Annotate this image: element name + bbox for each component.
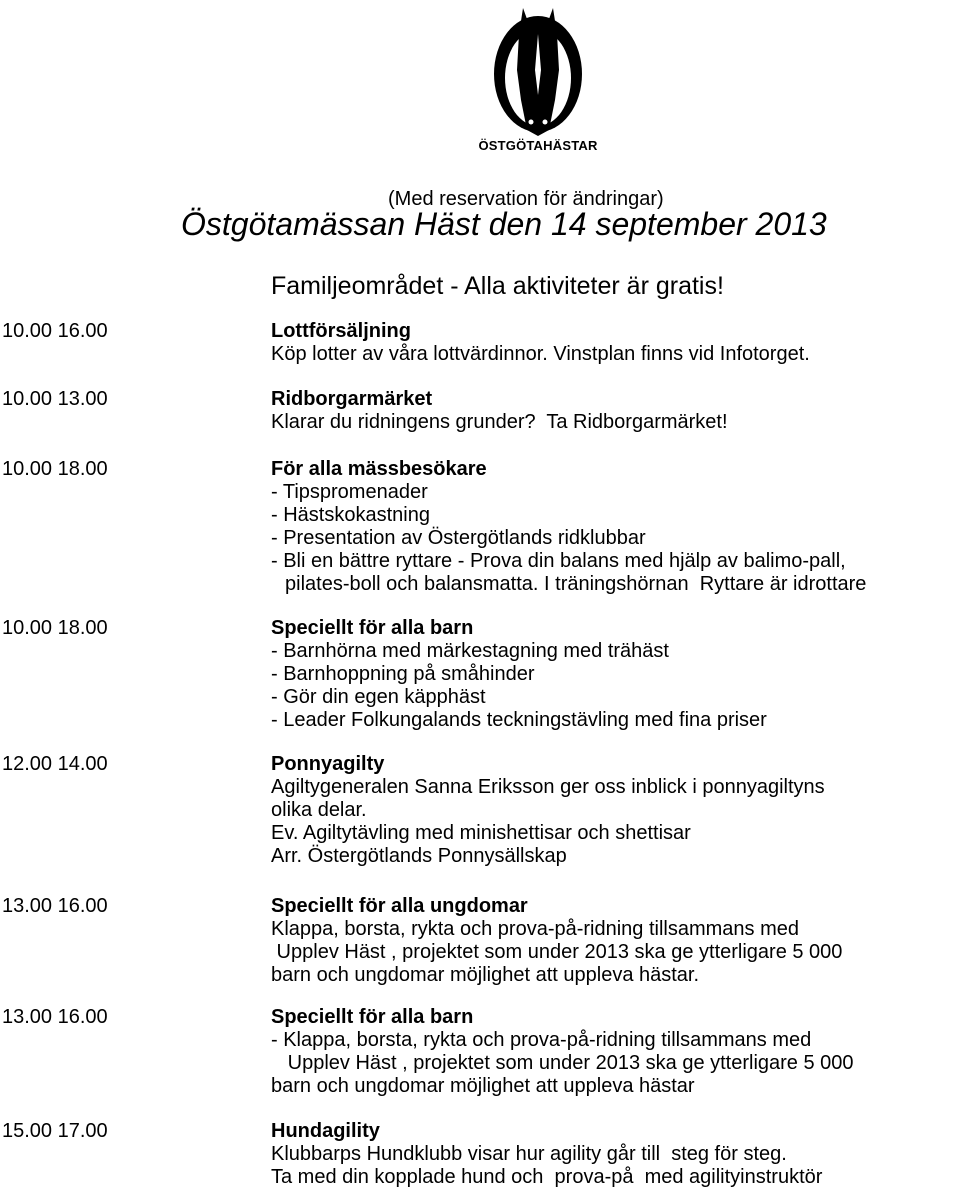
entry-time: 10.00 16.00 (2, 320, 108, 342)
schedule-entry (0, 458, 960, 596)
section-heading: Familjeområdet - Alla aktiviteter är gratis! (271, 272, 724, 300)
reservation-note: (Med reservation för ändringar) (388, 188, 664, 210)
entry-description-line: Ev. Agiltytävling med minishettisar och shettisar (271, 822, 691, 844)
schedule-entry (0, 1006, 960, 1098)
entry-title: Speciellt för alla barn (271, 617, 474, 639)
entry-description-line: olika delar. (271, 799, 367, 821)
entry-content (271, 753, 960, 868)
entry-description-line: Klarar du ridningens grunder? Ta Ridborgarmärket! (271, 411, 728, 433)
entry-description-line: Arr. Östergötlands Ponnysällskap (271, 845, 567, 867)
logo (475, 0, 601, 158)
entry-description-line: Ta med din kopplade hund och prova-på med agilityinstruktör (271, 1166, 823, 1188)
entry-content (271, 1120, 960, 1189)
entry-content (271, 617, 960, 732)
schedule-entry (0, 320, 960, 366)
entry-title: Ponnyagilty (271, 753, 385, 775)
entry-description-line: barn och ungdomar möjlighet att uppleva hästar (271, 1075, 695, 1097)
entry-description-line: Klubbarps Hundklubb visar hur agility går till steg för steg. (271, 1143, 787, 1165)
horse-head-icon (475, 0, 601, 138)
entry-time: 15.00 17.00 (2, 1120, 108, 1142)
entry-title: Hundagility (271, 1120, 380, 1142)
entry-description-line: Upplev Häst , projektet som under 2013 ska ge ytterligare 5 000 (271, 1052, 854, 1074)
entry-content (271, 1006, 960, 1098)
entry-time: 10.00 13.00 (2, 388, 108, 410)
entry-description-line: - Bli en bättre ryttare - Prova din balans med hjälp av balimo-pall, (271, 550, 846, 572)
entry-title: Speciellt för alla ungdomar (271, 895, 528, 917)
entry-content (271, 388, 960, 434)
entry-description-line: Upplev Häst , projektet som under 2013 ska ge ytterligare 5 000 (271, 941, 843, 963)
schedule-entry (0, 617, 960, 732)
schedule-entry (0, 895, 960, 987)
schedule-entry (0, 753, 960, 868)
entry-title: Lottförsäljning (271, 320, 411, 342)
entry-content (271, 458, 960, 596)
entry-content (271, 895, 960, 987)
page-title: Östgötamässan Häst den 14 september 2013 (181, 206, 827, 242)
entry-description-line: - Hästskokastning (271, 504, 430, 526)
entry-time: 10.00 18.00 (2, 617, 108, 639)
entry-time: 13.00 16.00 (2, 1006, 108, 1028)
entry-description-line: barn och ungdomar möjlighet att uppleva hästar. (271, 964, 700, 986)
entry-time: 10.00 18.00 (2, 458, 108, 480)
schedule-entry (0, 1120, 960, 1189)
entry-description-line: - Gör din egen käpphäst (271, 686, 486, 708)
entry-time: 12.00 14.00 (2, 753, 108, 775)
entry-title: För alla mässbesökare (271, 458, 487, 480)
entry-description-line: - Klappa, borsta, rykta och prova-på-ridning tillsammans med (271, 1029, 812, 1051)
logo-text: ÖSTGÖTAHÄSTAR (478, 138, 598, 153)
entry-description-line: - Tipspromenader (271, 481, 428, 503)
entry-time: 13.00 16.00 (2, 895, 108, 917)
entry-title: Speciellt för alla barn (271, 1006, 474, 1028)
entry-description-line: pilates-boll och balansmatta. I träningshörnan Ryttare är idrottare (285, 573, 867, 595)
entry-description-line: - Leader Folkungalands teckningstävling med fina priser (271, 709, 767, 731)
entry-title: Ridborgarmärket (271, 388, 433, 410)
entry-content (271, 320, 960, 366)
entry-description-line: - Barnhoppning på småhinder (271, 663, 535, 685)
entry-description-line: - Barnhörna med märkestagning med trähäst (271, 640, 669, 662)
entry-description-line: Köp lotter av våra lottvärdinnor. Vinstplan finns vid Infotorget. (271, 343, 810, 365)
entry-description-line: Klappa, borsta, rykta och prova-på-ridning tillsammans med (271, 918, 800, 940)
entry-description-line: Agiltygeneralen Sanna Eriksson ger oss inblick i ponnyagiltyns (271, 776, 825, 798)
schedule-entry (0, 388, 960, 434)
entry-description-line: - Presentation av Östergötlands ridklubbar (271, 527, 646, 549)
